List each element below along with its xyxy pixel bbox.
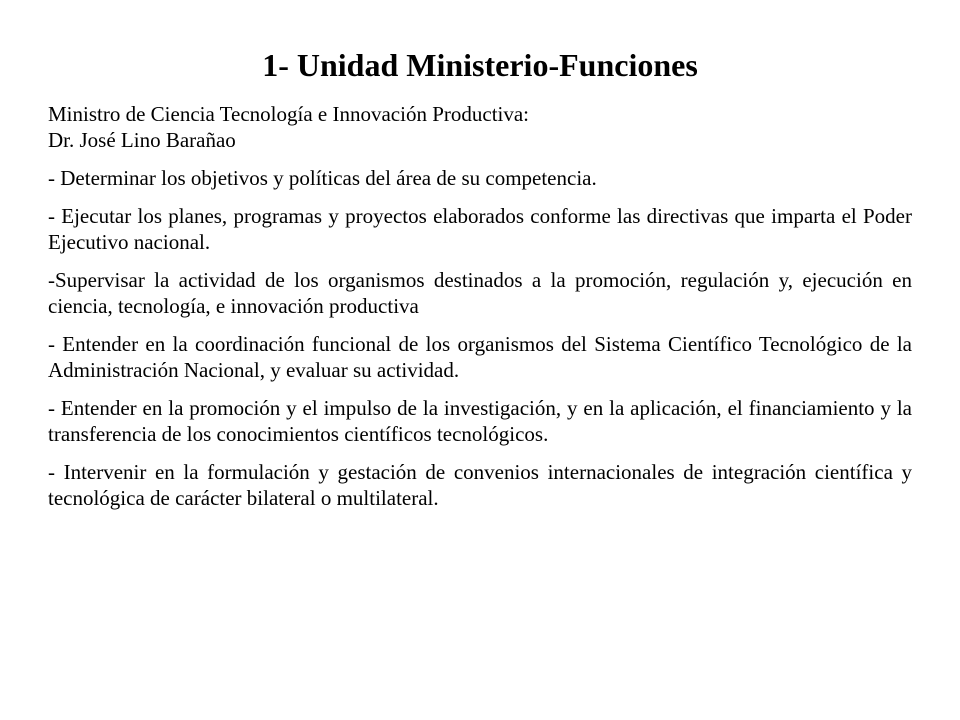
- function-item-4: - Entender en la coordinación funcional de los organismos del Sistema Científico Tecnológico de la Administración Nacional, y evaluar su actividad.: [48, 332, 912, 382]
- function-item-2: - Ejecutar los planes, programas y proyectos elaborados conforme las directivas que imparta el Poder Ejecutivo nacional.: [48, 204, 912, 254]
- function-item-5: - Entender en la promoción y el impulso de la investigación, y en la aplicación, el financiamiento y la transferencia de los conocimientos científicos tecnológicos.: [48, 396, 912, 446]
- slide-title: 1- Unidad Ministerio-Funciones: [262, 47, 698, 83]
- slide-body: [48, 101, 912, 511]
- minister-info: [48, 101, 912, 153]
- function-item-6: - Intervenir en la formulación y gestación de convenios internacionales de integración científica y tecnológica de carácter bilateral o multilateral.: [48, 460, 912, 510]
- minister-role: Ministro de Ciencia Tecnología e Innovación Productiva:: [48, 102, 530, 126]
- function-item-1: - Determinar los objetivos y políticas del área de su competencia.: [48, 166, 597, 190]
- function-item-3: -Supervisar la actividad de los organismos destinados a la promoción, regulación y, ejecución en ciencia, tecnología, e innovación productiva: [48, 268, 912, 318]
- minister-name: Dr. José Lino Barañao: [48, 128, 236, 152]
